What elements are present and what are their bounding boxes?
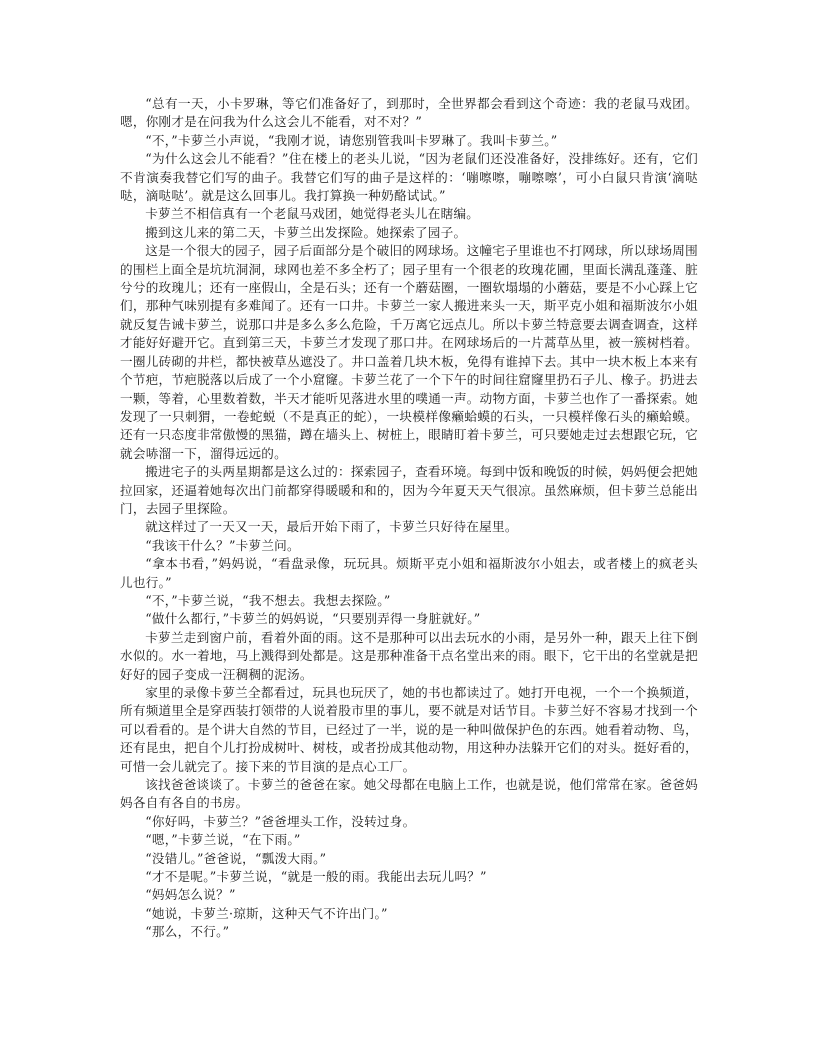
paragraph: 搬进宅子的头两星期都是这么过的：探索园子，查看环境。每到中饭和晚饭的时候，妈妈便会把她拉回家，还逼着她每次出门前都穿得暖暖和和的，因为今年夏天天气很凉。虽然麻烦，但卡萝兰总能出门，去园子里探险。 (120, 464, 698, 516)
paragraph: “我该干什么？”卡萝兰问。 (145, 537, 300, 553)
paragraph: 该找爸爸谈谈了。卡萝兰的爸爸在家。她父母都在电脑上工作，也就是说，他们常常在家。爸爸妈妈各自有各自的书房。 (120, 777, 698, 811)
paragraph: 卡萝兰不相信真有一个老鼠马戏团，她觉得老头儿在瞎编。 (145, 206, 480, 222)
paragraph: 家里的录像卡萝兰全都看过，玩具也玩厌了，她的书也都读过了。她打开电视，一个一个换频道，所有频道里全是穿西装打领带的人说着股市里的事儿，要不就是对话节目。卡萝兰好不容易才找到一个可以看看的。是个讲大自然的节目，已经过了一半，说的是一种叫做保护色的东西。她看着动物、鸟，还有昆虫，把自个儿打扮成树叶、树枝，或者扮成其他动物，用这种办法躲开它们的对头。挺好看的，可惜一会儿就完了。接下来的节目演的是点心工厂。 (120, 685, 698, 774)
paragraph: 就这样过了一天又一天，最后开始下雨了，卡萝兰只好待在屋里。 (145, 519, 518, 535)
paragraph: “那么，不行。” (145, 924, 230, 940)
paragraph: “才不是呢。”卡萝兰说，“就是一般的雨。我能出去玩儿吗？” (145, 869, 487, 885)
paragraph: “她说，卡萝兰·琼斯，这种天气不许出门。” (145, 905, 388, 921)
document-page (120, 95, 698, 942)
paragraph: “不，”卡萝兰说，“我不想去。我想去探险。” (145, 592, 391, 608)
paragraph: “妈妈怎么说？” (145, 887, 236, 903)
paragraph: 搬到这儿来的第二天，卡萝兰出发探险。她探索了园子。 (145, 224, 467, 240)
paragraph: “做什么都行，”卡萝兰的妈妈说，“只要别弄得一身脏就好。” (145, 611, 481, 627)
paragraph: “总有一天，小卡罗琳，等它们准备好了，到那时，全世界都会看到这个奇迹：我的老鼠马戏团。嗯，你刚才是在问我为什么这会儿不能看，对不对？” (120, 96, 698, 130)
paragraph: 卡萝兰走到窗户前，看着外面的雨。这不是那种可以出去玩水的小雨，是另外一种，跟天上往下倒水似的。水一着地，马上溅得到处都是。这是那种准备干点名堂出来的雨。眼下，它干出的名堂就是把好好的园子变成一汪稠稠的泥汤。 (120, 629, 698, 682)
paragraph: “嗯，”卡萝兰说，“在下雨。” (145, 832, 301, 848)
paragraph: 这是一个很大的园子，园子后面部分是个破旧的网球场。这幢宅子里谁也不打网球，所以球场周围的围栏上面全是坑坑洞洞，球网也差不多全朽了；园子里有一个很老的玫瑰花圃，里面长满乱蓬蓬、脏兮兮的玫瑰儿；还有一座假山，全是石头；还有一个蘑菇圈，一圈软塌塌的小蘑菇，要是不小心踩上它们，那种气味别提有多难闻了。还有一口井。卡萝兰一家人搬进来头一天，斯平克小姐和福斯波尔小姐就反复告诫卡萝兰，说那口井是多么多么危险，千万离它远点儿。所以卡萝兰特意要去调查调查，这样才能好好避开它。直到第三天，卡萝兰才发现了那口井。在网球场后的一片蒿草丛里，被一簇树档着。一圈儿砖砌的井栏，都快被草丛遮没了。井口盖着几块木板，免得有谁掉下去。其中一块木板上本来有个节疤，节疤脱落以后成了一个小窟窿。卡萝兰花了一个下午的时间往窟窿里扔石子儿、橡子。扔进去一颗，等着，心里数着数，半天才能听见落进水里的噗通一声。动物方面，卡萝兰也作了一番探索。她发现了一只刺猬，一卷蛇蜕（不是真正的蛇），一块模样像癞蛤蟆的石头，一只模样像石头的癞蛤蟆。还有一只态度非常傲慢的黑猫，蹲在墙头上、树桩上，眼睛盯着卡萝兰，可只要她走过去想跟它玩，它就会哧溜一下，溜得远远的。 (120, 243, 698, 461)
paragraph: “没错儿。”爸爸说，“瓢泼大雨。” (145, 850, 327, 866)
paragraph: “你好吗，卡萝兰？”爸爸埋头工作，没转过身。 (145, 813, 416, 829)
paragraph: “拿本书看，”妈妈说，“看盘录像，玩玩具。烦斯平克小姐和福斯波尔小姐去，或者楼上的疯老头儿也行。” (120, 556, 698, 590)
paragraph: “不，”卡萝兰小声说，“我刚才说，请您别管我叫卡罗琳了。我叫卡萝兰。” (145, 132, 558, 148)
paragraph: “为什么这会儿不能看？”住在楼上的老头儿说，“因为老鼠们还没准备好，没排练好。还有，它们不肯演奏我替它们写的曲子。我替它们写的曲子是这样的：‘嘣嚓嚓，嘣嚓嚓’，可小白鼠只肯演‘滴哒哒，滴哒哒’。就是这么回事儿。我打算换一种奶酪试试。” (120, 151, 698, 204)
